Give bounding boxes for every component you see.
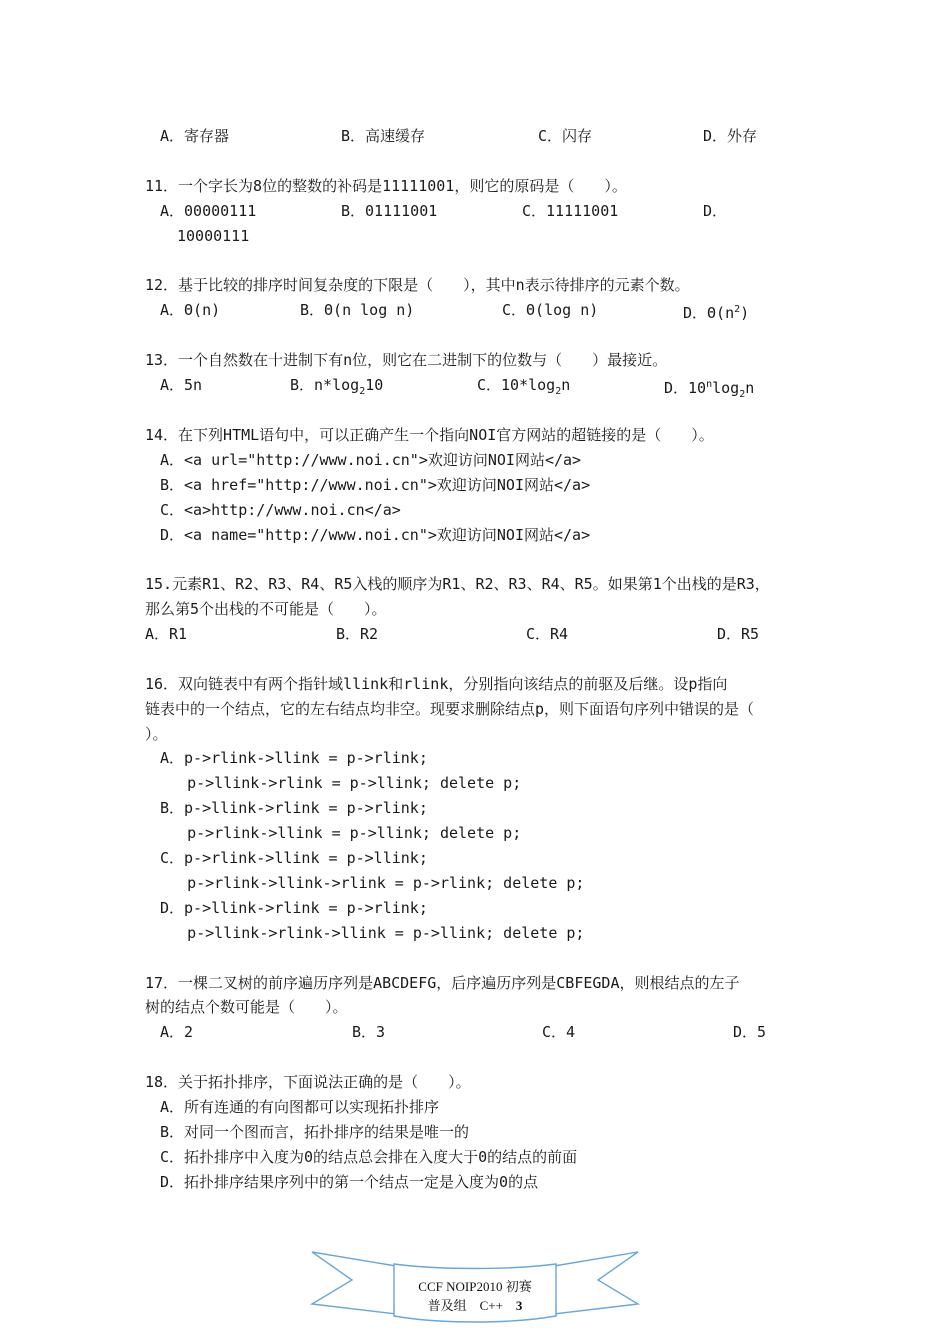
q17-stem-line2: 树的结点个数可能是（ ）。 <box>145 998 348 1016</box>
q15-stem-line2: 那么第5个出栈的不可能是（ ）。 <box>145 600 387 618</box>
q11-option-a: A．00000111 <box>160 202 257 220</box>
q11-stem: 11．一个字长为8位的整数的补码是11111001，则它的原码是（ ）。 <box>145 177 627 195</box>
q18-option-c: C．拓扑排序中入度为0的结点总会排在入度大于0的结点的前面 <box>160 1148 578 1166</box>
q14-option-d: D．<a name="http://www.noi.cn">欢迎访问NOI网站</a> <box>160 526 591 544</box>
q10-option-d: D．外存 <box>703 127 758 145</box>
q16-option-c-line1: C．p->rlink->llink = p->llink; <box>160 849 428 867</box>
q14-option-b: B．<a href="http://www.noi.cn">欢迎访问NOI网站</a> <box>160 476 591 494</box>
q16-stem-line1: 16．双向链表中有两个指针域llink和rlink，分别指向该结点的前驱及后继。设p指向 <box>145 675 728 693</box>
q10-option-a: A．寄存器 <box>160 127 230 145</box>
q13-option-b: B．$n*\log_210$ <box>290 376 384 397</box>
q17-option-c: C．4 <box>542 1023 576 1041</box>
q12-option-d: D．$\Theta(n^2)$ <box>683 304 750 322</box>
q16-option-d-line1: D．p->llink->rlink = p->rlink; <box>160 899 428 917</box>
q14-option-a: A．<a url="http://www.noi.cn">欢迎访问NOI网站</a> <box>160 451 582 469</box>
q17-option-d: D．5 <box>733 1023 767 1041</box>
q13-option-d: D．$10^n\log_2n$ <box>664 379 755 400</box>
q16-option-a-line2: p->llink->rlink = p->llink; delete p; <box>160 774 522 792</box>
q11-option-d: D． <box>703 202 728 220</box>
q16-option-a-line1: A．p->rlink->llink = p->rlink; <box>160 749 428 767</box>
q12-option-b: B．Θ(n log n) <box>300 301 415 319</box>
q12-option-c: C．Θ(log n) <box>502 301 599 319</box>
q12-option-a: A．Θ(n) <box>160 301 221 319</box>
q17-option-a: A．2 <box>160 1023 194 1041</box>
q11-option-d-wrap: 10000111 <box>177 227 250 245</box>
page-number: 3 <box>515 1298 523 1313</box>
q13-option-c: C．$10*\log_2n$ <box>477 376 571 397</box>
q15-option-c: C．R4 <box>526 625 569 643</box>
q15-stem-line1: 15.元素R1、R2、R3、R4、R5入栈的顺序为R1、R2、R3、R4、R5。如果第1个出栈的是R3， <box>145 575 770 593</box>
q18-option-d: D．拓扑排序结果序列中的第一个结点一定是入度为0的点 <box>160 1173 539 1191</box>
q14-stem: 14．在下列HTML语句中，可以正确产生一个指向NOI官方网站的超链接的是（ ）。 <box>145 426 714 444</box>
q13-stem: 13．一个自然数在十进制下有n位，则它在二进制下的位数与（ ）最接近。 <box>145 351 668 369</box>
q16-stem-line3: ）。 <box>145 725 168 743</box>
q18-stem: 18．关于拓扑排序，下面说法正确的是（ ）。 <box>145 1073 471 1091</box>
q16-stem-line2: 链表中的一个结点，它的左右结点均非空。现要求删除结点p，则下面语句序列中错误的是（ <box>145 700 755 718</box>
footer-subtitle: 普及组 C++ 3 <box>427 1298 523 1313</box>
q10-option-b: B．高速缓存 <box>341 127 426 145</box>
q16-option-b-line2: p->rlink->llink = p->llink; delete p; <box>160 824 522 842</box>
footer-title: CCF NOIP2010 初赛 <box>418 1279 532 1294</box>
q15-option-a: A．R1 <box>145 625 188 643</box>
q16-option-d-line2: p->llink->rlink->llink = p->llink; delete p; <box>160 924 585 942</box>
q13-option-a: A．5n <box>160 376 203 394</box>
q11-option-b: B．01111001 <box>341 202 438 220</box>
q18-option-a: A．所有连通的有向图都可以实现拓扑排序 <box>160 1098 440 1116</box>
q15-option-d: D．R5 <box>717 625 760 643</box>
q18-option-b: B．对同一个图而言，拓扑排序的结果是唯一的 <box>160 1123 470 1141</box>
q15-option-b: B．R2 <box>336 625 379 643</box>
q17-stem-line1: 17．一棵二叉树的前序遍历序列是ABCDEFG，后序遍历序列是CBFEGDA，则根结点的左子 <box>145 974 740 992</box>
q16-option-b-line1: B．p->llink->rlink = p->rlink; <box>160 799 428 817</box>
q17-option-b: B．3 <box>352 1023 386 1041</box>
q16-option-c-line2: p->rlink->llink->rlink = p->rlink; delete p; <box>160 874 585 892</box>
q10-option-c: C．闪存 <box>538 127 593 145</box>
q11-option-c: C．11111001 <box>522 202 619 220</box>
q12-stem: 12．基于比较的排序时间复杂度的下限是（ ），其中n表示待排序的元素个数。 <box>145 276 690 294</box>
q14-option-c: C．<a>http://www.noi.cn</a> <box>160 501 401 519</box>
